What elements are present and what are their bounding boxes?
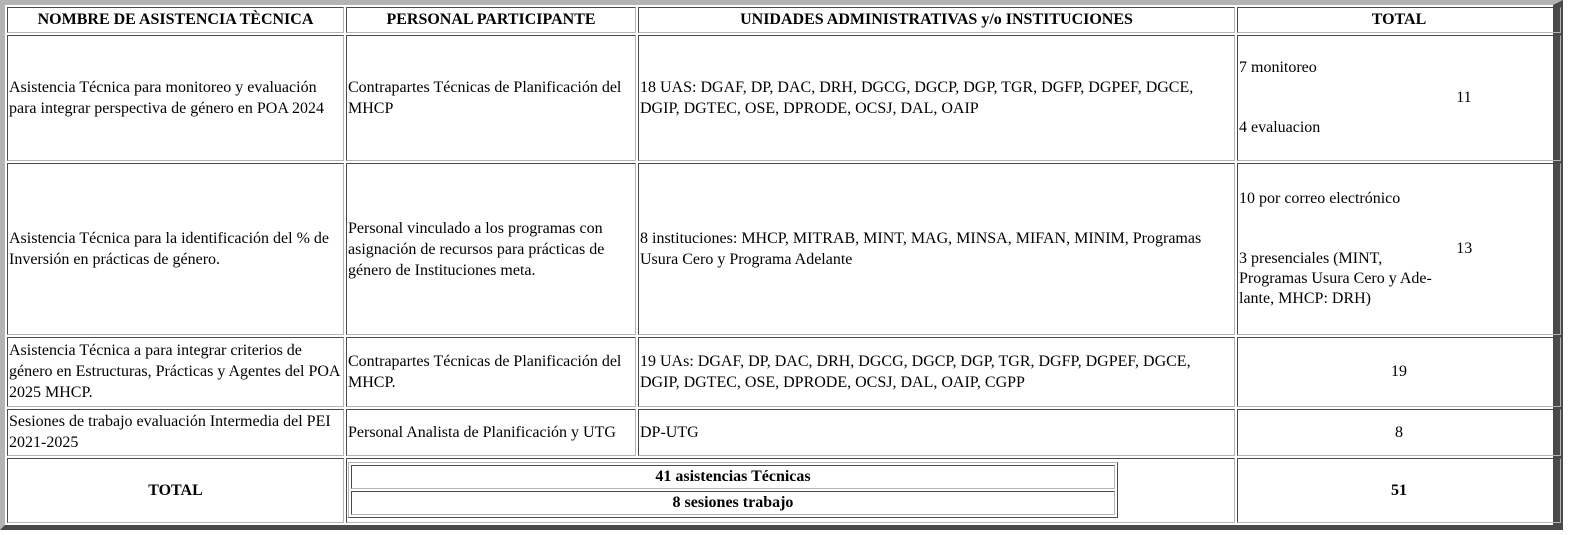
summary-sesiones: 8 sesiones trabajo <box>351 491 1115 515</box>
cell-personal: Contrapartes Técnicas de Planificación del MHCP. <box>346 337 636 407</box>
breakdown-item: 4 evaluacion <box>1239 118 1321 136</box>
cell-unidades: 19 UAs: DGAF, DP, DAC, DRH, DGCG, DGCP, DGP, TGR, DGFP, DGPEF, DGCE, DGIP, DGTEC, OSE, DPRODE, OCSJ, DAL, OAIP, CGPP <box>638 337 1235 407</box>
header-nombre: NOMBRE DE ASISTENCIA TÈCNICA <box>7 7 344 33</box>
cell-unidades: DP-UTG <box>638 409 1235 456</box>
table-row <box>7 163 1561 335</box>
cell-unidades: 18 UAS: DGAF, DP, DAC, DRH, DGCG, DGCP, DGP, TGR, DGFP, DGPEF, DGCE, DGIP, DGTEC, OSE, DPRODE, OCSJ, DAL, OAIP <box>638 35 1235 162</box>
cell-personal: Personal vinculado a los programas con asignación de recursos para prácticas de género de Instituciones meta. <box>346 163 636 335</box>
table-row <box>7 337 1561 407</box>
total-value: 13 <box>1456 240 1473 258</box>
cell-nombre: Asistencia Técnica para monitoreo y evaluación para integrar perspectiva de género en POA 2024 <box>7 35 344 162</box>
cell-nombre: Sesiones de trabajo evaluación Intermedia del PEI 2021-2025 <box>7 409 344 456</box>
cell-personal: Contrapartes Técnicas de Planificación del MHCP <box>346 35 636 162</box>
asistencias-tecnicas-table <box>5 5 1563 525</box>
cell-unidades: 8 instituciones: MHCP, MITRAB, MINT, MAG, MINSA, MIFAN, MINIM, Programas Usura Cero y Programa Adelante <box>638 163 1235 335</box>
cell-total <box>1237 35 1561 162</box>
footer-total: 51 <box>1237 458 1561 523</box>
cell-total <box>1237 163 1561 335</box>
cell-total: 8 <box>1237 409 1561 456</box>
header-total: TOTAL <box>1237 7 1561 33</box>
breakdown-item: 7 monitoreo <box>1239 58 1317 76</box>
table-row <box>7 409 1561 456</box>
total-value: 11 <box>1456 88 1472 106</box>
header-row <box>7 7 1561 33</box>
footer-label: TOTAL <box>7 458 344 523</box>
total-breakdown <box>1239 58 1559 138</box>
cell-nombre: Asistencia Técnica a para integrar criterios de género en Estructuras, Prácticas y Agentes del POA 2025 MHCP. <box>7 337 344 407</box>
cell-personal: Personal Analista de Planificación y UTG <box>346 409 636 456</box>
breakdown-item: 3 presenciales (MINT, Programas Usura Cero y Ade-lante, MHCP: DRH) <box>1239 250 1432 308</box>
table-row <box>7 35 1561 162</box>
breakdown-item: 10 por correo electrónico <box>1239 190 1401 208</box>
footer-row <box>7 458 1561 523</box>
footer-summary-table <box>348 462 1118 518</box>
total-breakdown <box>1239 189 1559 309</box>
header-unidades: UNIDADES ADMINISTRATIVAS y/o INSTITUCIONES <box>638 7 1235 33</box>
summary-asistencias: 41 asistencias Técnicas <box>351 465 1115 489</box>
header-personal: PERSONAL PARTICIPANTE <box>346 7 636 33</box>
cell-total: 19 <box>1237 337 1561 407</box>
cell-nombre: Asistencia Técnica para la identificación del % de Inversión en prácticas de género. <box>7 163 344 335</box>
footer-summary-cell <box>346 458 1235 523</box>
